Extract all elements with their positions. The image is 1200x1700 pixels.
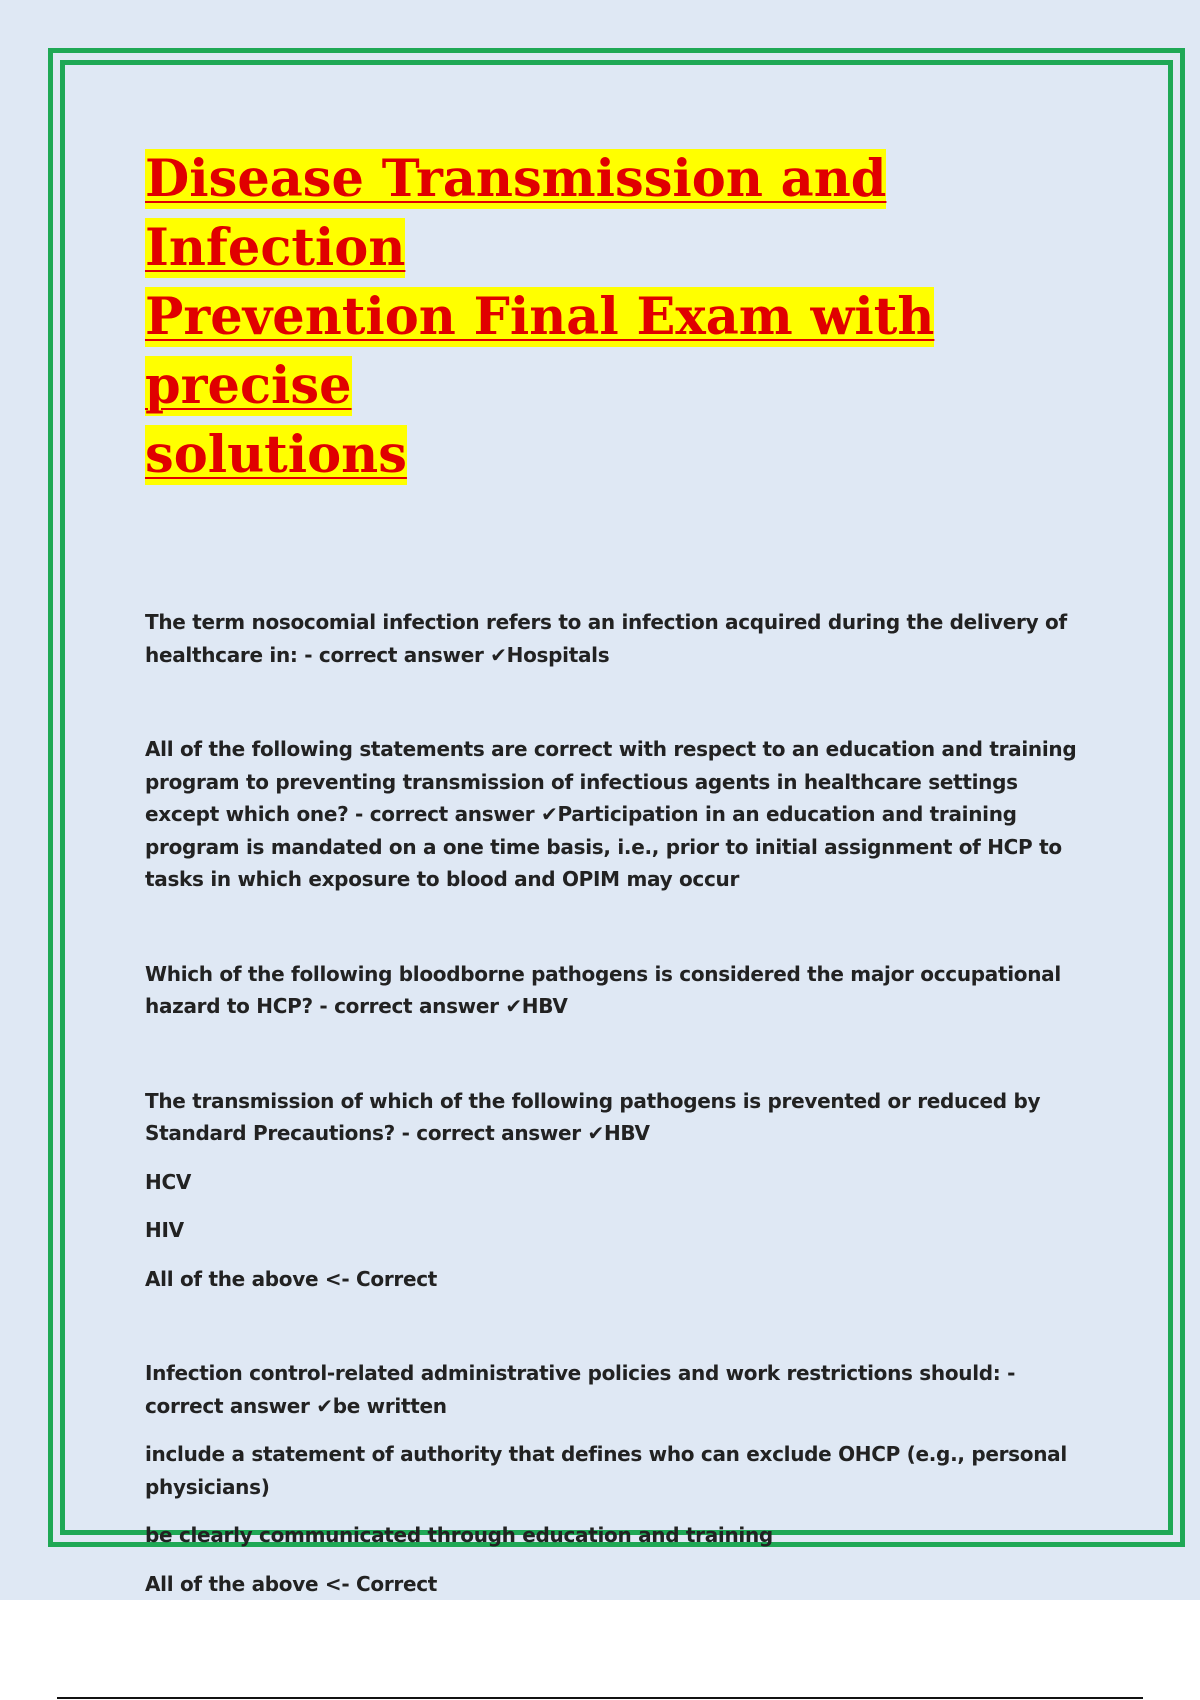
question-text: The transmission of which of the following pathogens is prevented or reduced by Standard Precautions? - correct answer ✔HBV bbox=[145, 1088, 1041, 1145]
answer-option: be clearly communicated through education and training bbox=[145, 1523, 773, 1547]
answer-option: All of the above <- Correct bbox=[145, 1571, 438, 1596]
question-text: The term nosocomial infection refers to an infection acquired during the delivery of healthcare in: - correct answer ✔Hospitals bbox=[145, 610, 1067, 667]
document-title bbox=[145, 145, 1085, 490]
title-line-1: Disease Transmission and Infection bbox=[145, 149, 887, 278]
answer-option: HCV bbox=[145, 1169, 191, 1194]
question-4 bbox=[145, 1085, 1085, 1296]
answer-option: All of the above <- Correct bbox=[145, 1266, 438, 1291]
title-line-2: Prevention Final Exam with precise bbox=[145, 287, 935, 416]
question-1 bbox=[145, 606, 1085, 671]
footer-divider bbox=[57, 1697, 1143, 1699]
question-text: Which of the following bloodborne pathogens is considered the major occupational hazard to HCP? - correct answer ✔HBV bbox=[145, 961, 1061, 1018]
question-5 bbox=[145, 1357, 1085, 1600]
question-2 bbox=[145, 733, 1085, 896]
title-line-3: solutions bbox=[145, 425, 407, 485]
answer-option: include a statement of authority that defines who can exclude OHCP (e.g., personal physicians) bbox=[145, 1442, 1067, 1499]
document-content bbox=[145, 145, 1085, 1600]
question-3 bbox=[145, 958, 1085, 1023]
answer-option: HIV bbox=[145, 1218, 184, 1242]
question-text: Infection control-related administrative policies and work restrictions should: - correct answer ✔be written bbox=[145, 1361, 1016, 1418]
question-text: All of the following statements are correct with respect to an education and training program to preventing transmission of infectious agents in healthcare settings except which one? - correct answer ✔Participation in an education and training program is mandated on a one time basis, i.e., prior to initial assignment of HCP to tasks in which exposure to blood and OPIM may occur bbox=[145, 737, 1077, 891]
